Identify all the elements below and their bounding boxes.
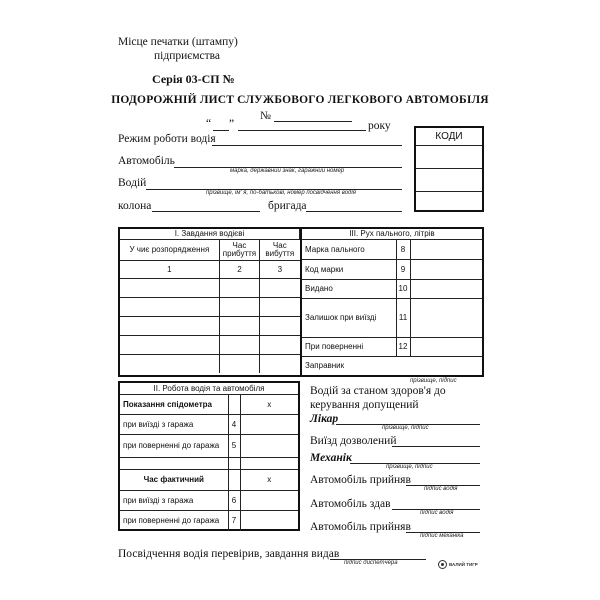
task-cell[interactable] <box>120 297 219 316</box>
task-cell[interactable] <box>219 335 259 354</box>
day-field[interactable] <box>213 130 229 131</box>
fuel-row-num: 11 <box>396 298 410 337</box>
driver-sign-caption: підпис водія <box>424 486 458 492</box>
code-cell-column[interactable] <box>416 192 482 212</box>
month-year-field[interactable] <box>238 130 366 131</box>
task-table-title: I. Завдання водієві <box>120 229 300 239</box>
work-row-label: при поверненні до гаража <box>120 434 228 457</box>
task-cell[interactable] <box>219 297 259 316</box>
actual-time-label: Час фактичний <box>120 469 228 490</box>
fuel-value-cell[interactable] <box>410 279 482 298</box>
car-caption: марка, державний знак, гаражний номер <box>230 168 345 174</box>
work-row-num: 4 <box>228 414 240 434</box>
verified-label: Посвідчення водія перевірив, завдання видав <box>118 548 340 560</box>
column-label: колона <box>118 200 152 212</box>
mode-field[interactable] <box>212 145 402 146</box>
driver-sign-caption-2: підпис водія <box>420 510 454 516</box>
doctor-label: Лікар <box>310 413 339 425</box>
fuel-table-title: III. Рух пального, літрів <box>302 229 482 239</box>
task-cell[interactable] <box>260 278 300 297</box>
x-mark: х <box>240 394 298 414</box>
brigade-label: бригада <box>268 200 307 212</box>
work-value-cell[interactable] <box>240 434 298 457</box>
fuel-row-num: 8 <box>396 239 410 259</box>
dispatcher-caption: підпис диспетчера <box>344 560 398 566</box>
doctor-caption: прізвище, підпис <box>382 425 429 431</box>
fuel-value-cell[interactable] <box>410 298 482 337</box>
task-cell[interactable] <box>219 278 259 297</box>
work-row-label: при поверненні до гаража <box>120 510 228 531</box>
code-cell-driver[interactable] <box>416 169 482 192</box>
mechanic-caption: прізвище, підпис <box>386 464 433 470</box>
task-cell[interactable] <box>219 354 259 373</box>
number-field[interactable] <box>274 121 352 122</box>
driver-label: Водій <box>118 177 147 189</box>
fueler-caption: прізвище, підпис <box>410 378 457 384</box>
stamp-place-label: Місце печатки (штампу) <box>118 36 238 48</box>
work-value-cell[interactable] <box>240 490 298 510</box>
work-row-num: 6 <box>228 490 240 510</box>
task-cell[interactable] <box>120 335 219 354</box>
car-accepted-label: Автомобіль прийняв <box>310 474 411 486</box>
blank-cell <box>120 457 228 469</box>
car-handed-label: Автомобіль здав <box>310 498 391 510</box>
task-cell[interactable] <box>260 354 300 373</box>
work-table <box>120 383 298 531</box>
task-cell[interactable] <box>120 354 219 373</box>
header-arrival: Час прибуття <box>219 239 259 260</box>
driver-caption: прізвище, ім' я, по-батькові, номер посвідчення водія <box>206 190 356 196</box>
fueler-label: Заправник <box>302 356 482 375</box>
logo-icon <box>438 560 447 569</box>
car-accepted-2-label: Автомобіль прийняв <box>310 521 411 533</box>
col-number-3: 3 <box>260 260 300 278</box>
work-value-cell[interactable] <box>240 414 298 434</box>
date-quote-open: “ <box>206 118 212 130</box>
task-cell[interactable] <box>260 316 300 335</box>
series-label: Серія 03-СП № <box>152 72 235 86</box>
fuel-row-num: 12 <box>396 337 410 356</box>
task-cell[interactable] <box>219 316 259 335</box>
mechanic-sign-caption: підпис механіка <box>420 533 464 539</box>
stamp-place-label-2: підприємства <box>154 50 220 62</box>
fuel-row-num: 10 <box>396 279 410 298</box>
task-cell[interactable] <box>260 335 300 354</box>
blank-cell <box>228 394 240 414</box>
work-table-title: II. Робота водія та автомобіля <box>120 383 298 394</box>
fuel-row-label: Видано <box>302 279 396 298</box>
page-title: ПОДОРОЖНІЙ ЛИСТ СЛУЖБОВОГО ЛЕГКОВОГО АВТОМОБІЛЯ <box>111 94 489 106</box>
codes-title: КОДИ <box>416 128 482 146</box>
work-row-num: 7 <box>228 510 240 531</box>
car-label: Автомобіль <box>118 155 175 167</box>
work-row-label: при виїзді з гаража <box>120 490 228 510</box>
blank-cell <box>228 469 240 490</box>
task-cell[interactable] <box>120 316 219 335</box>
year-label: року <box>368 120 391 132</box>
fuel-row-num: 9 <box>396 259 410 279</box>
number-prefix: № <box>260 110 271 122</box>
fuel-row-label: Марка пального <box>302 239 396 259</box>
x-mark: х <box>240 469 298 490</box>
date-quote-close: ” <box>229 118 235 130</box>
header-assignee: У чиє розпорядження <box>120 239 219 260</box>
fuel-row-label: Залишок при виїзді <box>302 298 396 337</box>
col-number-2: 2 <box>219 260 259 278</box>
logo-text: ВАЛИЙ ТИГР <box>449 562 478 567</box>
blank-cell <box>228 457 240 469</box>
col-number-1: 1 <box>120 260 219 278</box>
fuel-table <box>302 229 482 375</box>
task-cell[interactable] <box>120 278 219 297</box>
task-table <box>120 229 300 373</box>
fuel-row-label: Код марки <box>302 259 396 279</box>
work-row-num: 5 <box>228 434 240 457</box>
column-field[interactable] <box>152 211 260 212</box>
mechanic-label: Механік <box>310 452 352 464</box>
codes-box <box>414 126 484 212</box>
work-value-cell[interactable] <box>240 510 298 531</box>
blank-cell <box>240 457 298 469</box>
mode-label: Режим роботи водія <box>118 133 216 145</box>
exit-allowed-field[interactable] <box>392 446 480 447</box>
health-label: Водій за станом здоров'я до керування допущений <box>310 385 446 411</box>
brigade-field[interactable] <box>306 211 402 212</box>
task-cell[interactable] <box>260 297 300 316</box>
speedometer-label: Показання спідометра <box>120 394 228 414</box>
fuel-value-cell[interactable] <box>410 337 482 356</box>
fuel-row-label: При поверненні <box>302 337 396 356</box>
header-departure: Час вибуття <box>260 239 300 260</box>
work-row-label: при виїзді з гаража <box>120 414 228 434</box>
code-cell-car[interactable] <box>416 146 482 169</box>
exit-allowed-label: Виїзд дозволений <box>310 435 397 447</box>
fuel-value-cell[interactable] <box>410 239 482 259</box>
fuel-value-cell[interactable] <box>410 259 482 279</box>
